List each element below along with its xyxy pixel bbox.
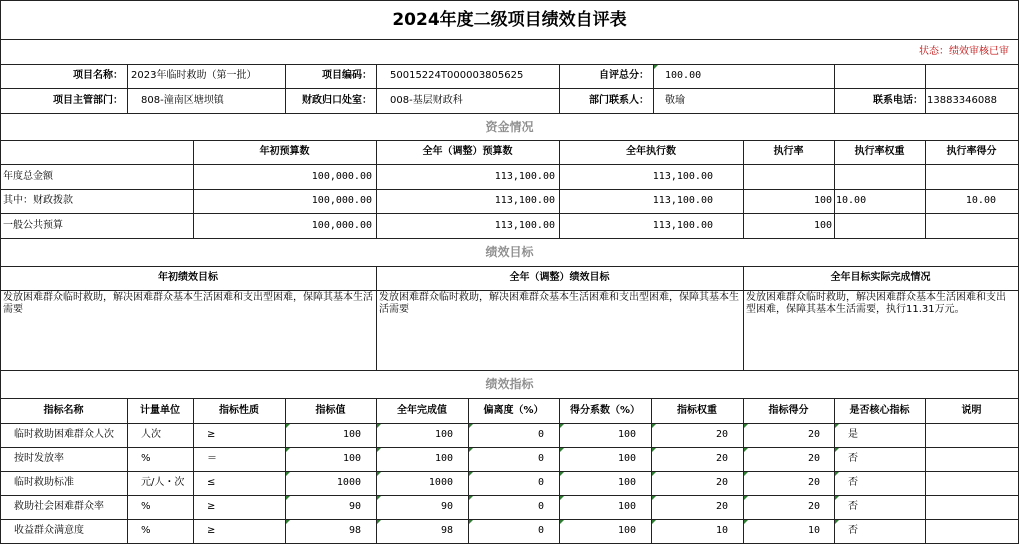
ind-row-deviation: 0 <box>468 423 559 447</box>
status-text: 状态：绩效审核已审 <box>919 45 1009 57</box>
ind-row-score: 20 <box>743 495 834 519</box>
funds-row-score <box>925 213 1018 238</box>
ind-header-coef: 得分系数（%） <box>569 404 641 416</box>
ind-row-core: 否 <box>834 495 925 519</box>
ind-row-weight: 20 <box>651 447 743 471</box>
funds-header-rate: 执行率 <box>773 146 804 157</box>
ind-row-target: 100 <box>285 423 376 447</box>
funds-row-initial: 100,000.00 <box>311 195 372 206</box>
funds-header-score: 执行率得分 <box>946 146 997 157</box>
ind-header-nature: 指标性质 <box>219 404 259 416</box>
funds-row-adjusted: 113,100.00 <box>494 195 555 206</box>
funds-row-weight: 10.00 <box>836 195 867 206</box>
goals-initial-text: 发放困难群众临时救助，解决困难群众基本生活困难和支出型困难，保障其基本生活需要 <box>3 292 373 315</box>
ind-row-deviation: 0 <box>468 519 559 543</box>
funds-row-rate <box>743 164 834 189</box>
ind-header-done: 全年完成值 <box>397 404 447 416</box>
ind-row-coef: 100 <box>559 519 651 543</box>
ind-row-unit: % <box>141 501 151 512</box>
ind-header-deviation: 偏离度（%） <box>483 404 544 416</box>
finance-label: 财政归口处室： <box>302 94 372 106</box>
ind-row-score: 20 <box>743 471 834 495</box>
contact-value: 敬瑜 <box>665 94 685 106</box>
contact-label: 部门联系人： <box>589 94 649 106</box>
ind-row-unit: 人次 <box>141 429 161 440</box>
funds-row-initial: 100,000.00 <box>311 219 372 231</box>
indicators-section-title: 绩效指标 <box>485 377 534 391</box>
ind-row-name: 收益群众满意度 <box>14 525 84 536</box>
ind-row-target: 1000 <box>285 471 376 495</box>
ind-row-nature: ＝ <box>207 453 217 464</box>
funds-header-weight: 执行率权重 <box>854 146 905 157</box>
ind-row-weight: 20 <box>651 495 743 519</box>
ind-header-weight: 指标权重 <box>677 404 717 416</box>
ind-row-note <box>925 519 1018 543</box>
goals-header-actual: 全年目标实际完成情况 <box>830 272 931 283</box>
funds-row-executed: 113,100.00 <box>652 219 713 231</box>
ind-row-name: 救助社会困难群众率 <box>14 501 104 512</box>
ind-row-deviation: 0 <box>468 471 559 495</box>
ind-row-coef: 100 <box>559 447 651 471</box>
ind-row-note <box>925 495 1018 519</box>
ind-row-core: 是 <box>834 423 925 447</box>
funds-row-label: 其中：财政拨款 <box>3 195 73 206</box>
ind-header-unit: 计量单位 <box>140 404 180 416</box>
funds-row-label: 一般公共预算 <box>3 219 63 231</box>
ind-row-weight: 20 <box>651 471 743 495</box>
funds-row-score <box>925 164 1018 189</box>
ind-header-note: 说明 <box>961 404 982 416</box>
funds-header-executed: 全年执行数 <box>626 146 676 157</box>
ind-row-done: 90 <box>376 495 468 519</box>
ind-row-core: 否 <box>834 519 925 543</box>
finance-value: 008-基层财政科 <box>390 94 463 106</box>
ind-row-score: 20 <box>743 447 834 471</box>
goals-header-initial: 年初绩效目标 <box>158 272 218 283</box>
ind-row-score: 20 <box>743 423 834 447</box>
funds-row-rate: 100 <box>813 195 832 206</box>
ind-row-target: 90 <box>285 495 376 519</box>
ind-header-name: 指标名称 <box>43 404 84 416</box>
goals-section-title: 绩效目标 <box>485 245 534 259</box>
ind-header-score: 指标得分 <box>768 404 809 416</box>
total-score-value: 100.00 <box>653 64 834 88</box>
ind-row-nature: ≥ <box>207 429 216 440</box>
goals-actual-text: 发放困难群众临时救助，解决困难群众基本生活困难和支出型困难，保障其基本生活需要，执行11.31万元。 <box>746 292 1006 315</box>
ind-row-note <box>925 423 1018 447</box>
ind-row-unit: 元/人・次 <box>141 477 185 488</box>
project-code-label: 项目编码： <box>322 70 372 81</box>
ind-row-done: 1000 <box>376 471 468 495</box>
dept-value: 808-潼南区塘坝镇 <box>141 94 224 106</box>
funds-row-score: 10.00 <box>965 195 996 206</box>
ind-row-weight: 10 <box>651 519 743 543</box>
ind-header-core: 是否核心指标 <box>849 404 910 416</box>
funds-section-title: 资金情况 <box>485 119 534 134</box>
ind-row-target: 98 <box>285 519 376 543</box>
ind-row-unit: % <box>141 453 151 464</box>
ind-row-note <box>925 447 1018 471</box>
ind-row-unit: % <box>141 525 151 536</box>
funds-row-executed: 113,100.00 <box>652 170 713 182</box>
phone-label: 联系电话： <box>873 94 923 106</box>
ind-row-done: 98 <box>376 519 468 543</box>
ind-row-nature: ≥ <box>207 525 216 536</box>
ind-row-score: 10 <box>743 519 834 543</box>
funds-row-weight <box>834 213 925 238</box>
funds-header-adjusted: 全年（调整）预算数 <box>422 146 513 157</box>
ind-row-coef: 100 <box>559 471 651 495</box>
ind-row-name: 临时救助困难群众人次 <box>14 429 114 440</box>
ind-row-note <box>925 471 1018 495</box>
funds-row-rate: 100 <box>813 219 832 231</box>
funds-row-initial: 100,000.00 <box>311 170 372 182</box>
ind-row-deviation: 0 <box>468 447 559 471</box>
ind-row-weight: 20 <box>651 423 743 447</box>
total-score-label: 自评总分： <box>599 70 649 81</box>
ind-row-name: 临时救助标准 <box>14 477 74 488</box>
ind-header-target: 指标值 <box>315 404 346 416</box>
funds-row-adjusted: 113,100.00 <box>494 170 555 182</box>
ind-row-nature: ≥ <box>207 501 216 512</box>
dept-label: 项目主管部门： <box>53 94 123 106</box>
project-code-value: 50015224T000003805625 <box>390 70 524 81</box>
funds-row-adjusted: 113,100.00 <box>494 219 555 231</box>
page-title: 2024年度二级项目绩效自评表 <box>392 9 627 30</box>
phone-value: 13883346088 <box>927 94 997 106</box>
goals-adjusted-text: 发放困难群众临时救助，解决困难群众基本生活困难和支出型困难，保障其基本生活需要 <box>379 292 739 315</box>
ind-row-target: 100 <box>285 447 376 471</box>
project-name-value: 2023年临时救助（第一批） <box>131 70 257 81</box>
ind-row-done: 100 <box>376 447 468 471</box>
ind-row-coef: 100 <box>559 423 651 447</box>
funds-row-executed: 113,100.00 <box>652 195 713 206</box>
ind-row-core: 否 <box>834 447 925 471</box>
ind-row-done: 100 <box>376 423 468 447</box>
project-name-label: 项目名称： <box>73 70 123 81</box>
goals-header-adjusted: 全年（调整）绩效目标 <box>509 272 610 283</box>
ind-row-coef: 100 <box>559 495 651 519</box>
funds-row-weight <box>834 164 925 189</box>
ind-row-name: 按时发放率 <box>14 453 64 464</box>
ind-row-nature: ≤ <box>207 477 216 488</box>
ind-row-core: 否 <box>834 471 925 495</box>
funds-row-label: 年度总金额 <box>3 170 53 182</box>
ind-row-deviation: 0 <box>468 495 559 519</box>
funds-header-initial: 年初预算数 <box>259 146 310 157</box>
